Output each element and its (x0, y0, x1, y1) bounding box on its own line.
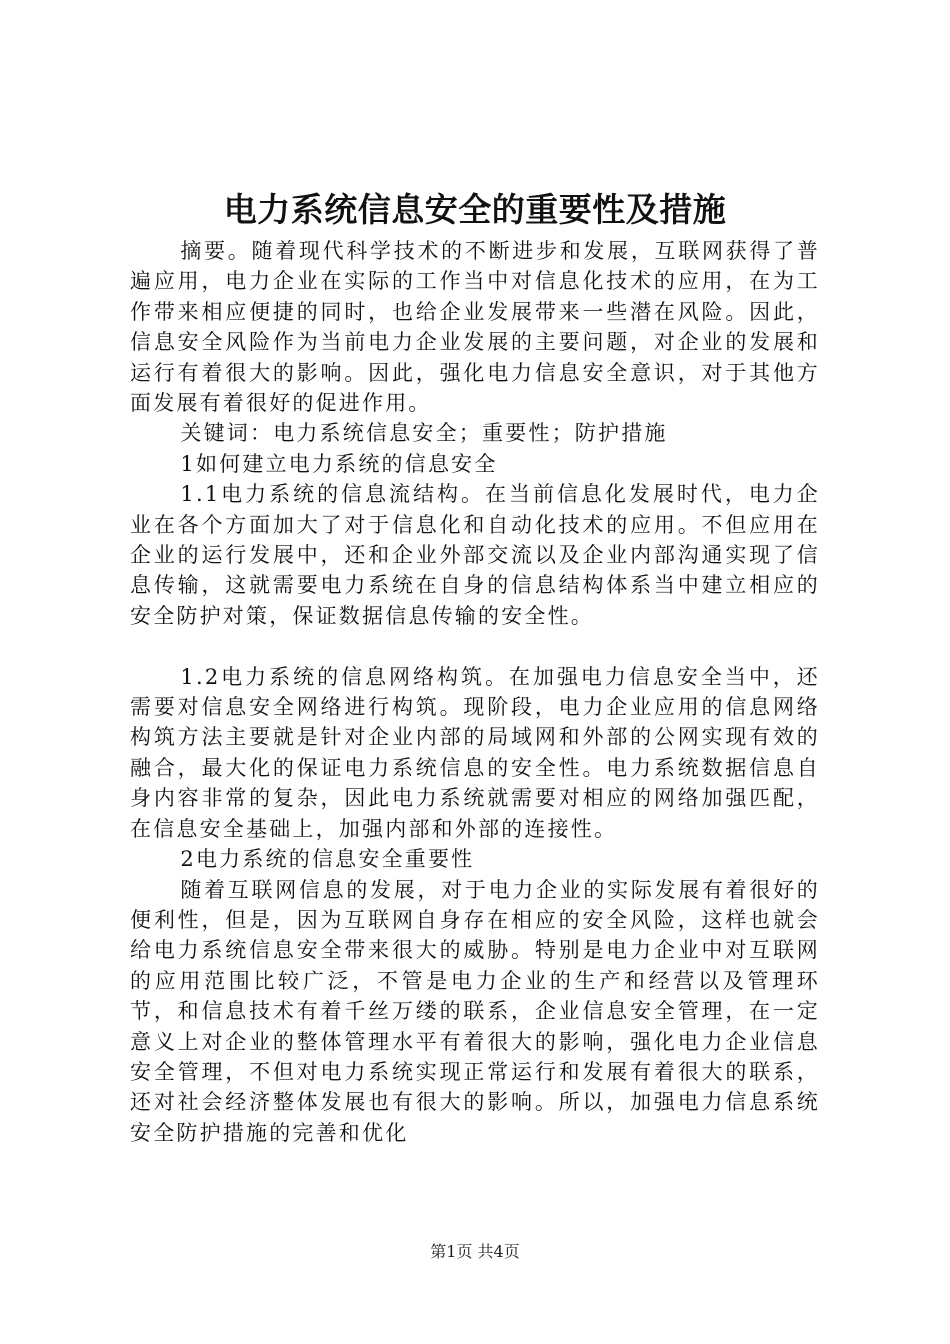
section-2-paragraph: 随着互联网信息的发展，对于电力企业的实际发展有着很好的便利性，但是，因为互联网自身存在相应的安全风险，这样也就会给电力系统信息安全带来很大的威胁。特别是电力企业中对互联网的应用范围比较广泛，不管是电力企业的生产和经营以及管理环节，和信息技术有着千丝万缕的联系，企业信息安全管理，在一定意义上对企业的整体管理水平有着很大的影响，强化电力企业信息安全管理，不但对电力系统实现正常运行和发展有着很大的联系，还对社会经济整体发展也有很大的影响。所以，加强电力信息系统安全防护措施的完善和优化 (130, 877, 820, 1145)
keywords-paragraph: 关键词：电力系统信息安全；重要性；防护措施 (180, 421, 668, 446)
document-title: 电力系统信息安全的重要性及措施 (223, 190, 727, 229)
page-footer: 第1页 共4页 (430, 1242, 520, 1261)
section-heading-2: 2电力系统的信息安全重要性 (180, 847, 475, 872)
section-1-2-paragraph: 1.2电力系统的信息网络构筑。在加强电力信息安全当中，还需要对信息安全网络进行构筑。现阶段，电力企业应用的信息网络构筑方法主要就是针对企业内部的局域网和外部的公网实现有效的融合，最大化的保证电力系统信息的安全性。电力系统数据信息自身内容非常的复杂，因此电力系统就需要对相应的网络加强匹配，在信息安全基础上，加强内部和外部的连接性。 (130, 664, 820, 841)
section-1-1-paragraph: 1.1电力系统的信息流结构。在当前信息化发展时代，电力企业在各个方面加大了对于信息化和自动化技术的应用。不但应用在企业的运行发展中，还和企业外部交流以及企业内部沟通实现了信息传输，这就需要电力系统在自身的信息结构体系当中建立相应的安全防护对策，保证数据信息传输的安全性。 (130, 482, 820, 628)
abstract-paragraph: 摘要。随着现代科学技术的不断进步和发展，互联网获得了普遍应用，电力企业在实际的工作当中对信息化技术的应用，在为工作带来相应便捷的同时，也给企业发展带来一些潜在风险。因此，信息安全风险作为当前电力企业发展的主要问题，对企业的发展和运行有着很大的影响。因此，强化电力信息安全意识，对于其他方面发展有着很好的促进作用。 (130, 239, 820, 416)
document-body (130, 236, 820, 1148)
paragraph-spacer (130, 631, 820, 661)
section-heading-1: 1如何建立电力系统的信息安全 (180, 451, 498, 476)
